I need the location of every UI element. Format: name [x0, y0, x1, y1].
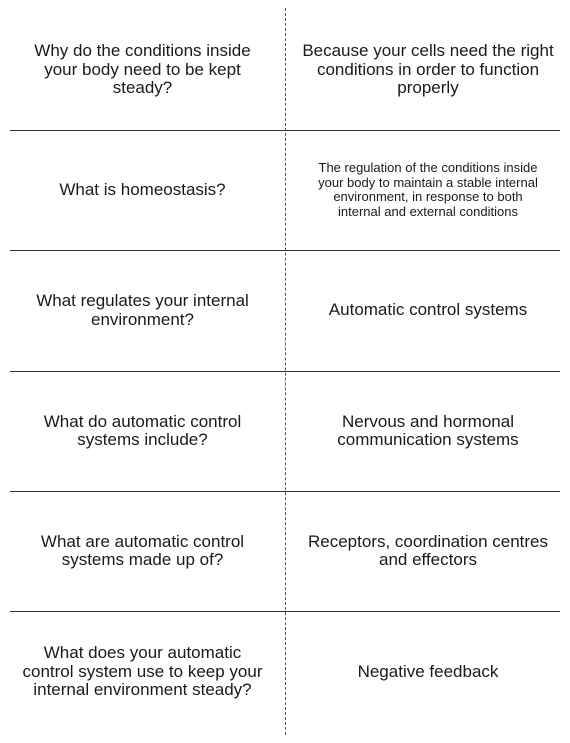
card-answer — [286, 611, 570, 733]
card-question — [0, 250, 285, 371]
card-question — [0, 130, 285, 250]
answer-text: Receptors, coordination centres and effectors — [307, 531, 549, 569]
card-answer — [286, 250, 570, 371]
answer-text: The regulation of the conditions inside your body to maintain a stable internal environment, in response to both internal and external conditions — [318, 160, 538, 219]
answer-text: Automatic control systems — [328, 300, 528, 320]
card-answer — [286, 130, 570, 250]
answer-text: Because your cells need the right conditions in order to function properly — [302, 41, 554, 98]
question-text: What do automatic control systems include? — [43, 411, 242, 449]
card-question — [0, 371, 285, 491]
card-question — [0, 10, 285, 130]
question-text: What regulates your internal environment? — [36, 291, 249, 329]
question-text: What are automatic control systems made up of? — [40, 531, 245, 569]
card-answer — [286, 371, 570, 491]
question-text: What is homeostasis? — [59, 179, 226, 199]
card-answer — [286, 491, 570, 611]
answer-text: Nervous and hormonal communication systems — [337, 411, 519, 449]
question-text: Why do the conditions inside your body need to be kept steady? — [34, 41, 251, 98]
answer-text: Negative feedback — [357, 661, 499, 681]
card-question — [0, 611, 285, 733]
card-question — [0, 491, 285, 611]
question-text: What does your automatic control system use to keep your internal environment steady? — [22, 643, 263, 700]
card-answer — [286, 10, 570, 130]
